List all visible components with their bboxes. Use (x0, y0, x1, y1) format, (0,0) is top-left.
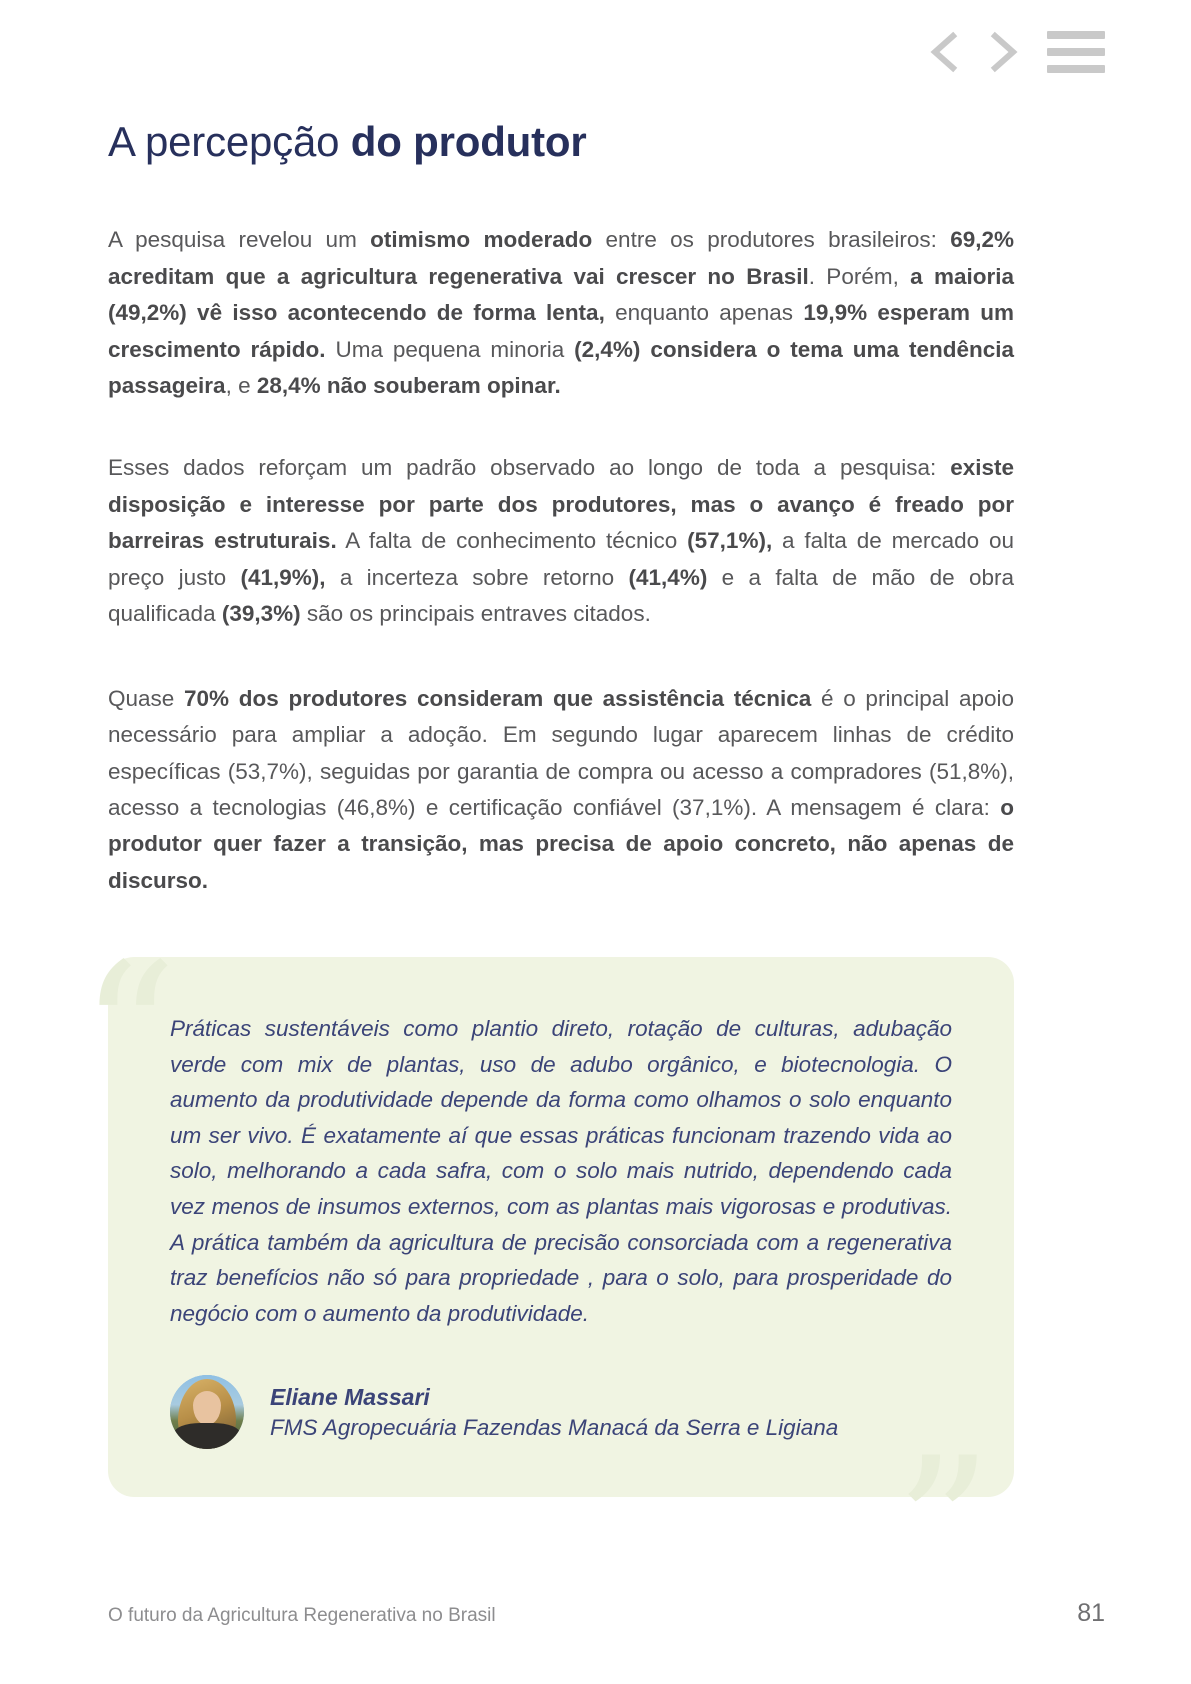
text-run: entre os produtores brasileiros: (592, 227, 951, 253)
text-run-bold: existe disposição e interesse por parte dos produtores, mas o avanço é freado por barreiras estruturais. (108, 455, 1014, 554)
text-run-bold: 69,2% acreditam que a agricultura regenerativa vai crescer no Brasil (108, 227, 1015, 289)
quote-close-icon: ” (894, 1417, 992, 1639)
page-title-lead: A percepção (108, 118, 351, 165)
text-run-bold: (41,9%), (240, 564, 326, 590)
avatar-body (174, 1423, 240, 1449)
testimonial-card (108, 957, 1014, 1497)
testimonial-text: Práticas sustentáveis como plantio direto, rotação de culturas, adubação verde com mix de plantas, uso de adubo orgânico, e biotecnologia. O aumento da produtividade depende da forma como olhamos o solo enquanto um ser vivo. É exatamente aí que essas práticas funcionam trazendo vida ao solo, melhorando a cada safra, com o solo mais nutrido, dependendo cada vez menos de insumos externos, com as plantas mais vigorosas e produtivas. A prática também da agricultura de precisão consorciada com a regenerativa traz benefícios não só para propriedade , para o solo, para prosperidade do negócio com o aumento da produtividade. (170, 1016, 952, 1326)
text-run-bold: 28,4% não souberam opinar. (256, 373, 561, 399)
author-name: Eliane Massari (270, 1383, 430, 1410)
author-role: FMS Agropecuária Fazendas Manacá da Serra e Ligiana (270, 1414, 839, 1440)
text-run: A falta de conhecimento técnico (336, 528, 688, 554)
paragraph-support (108, 681, 1014, 900)
text-run: a incerteza sobre retorno (325, 564, 629, 590)
text-run: . Porém, (808, 263, 911, 289)
text-run-bold: otimismo moderado (370, 227, 593, 253)
page-title (108, 118, 1014, 166)
footer-caption: O futuro da Agricultura Regenerativa no Brasil (108, 1605, 496, 1626)
text-run-bold: (41,4%) (628, 564, 708, 590)
text-run-bold: (57,1%), (687, 528, 773, 554)
hamburger-bar (1047, 48, 1105, 56)
text-run: , e (225, 373, 257, 399)
text-run: e a falta de mão de obra qualificada (108, 564, 1015, 627)
paragraph-barriers (108, 450, 1014, 632)
text-run: é o principal apoio necessário para ampliar a adoção. Em segundo lugar aparecem linhas de crédito específicas (53,7%), seguidas por garantia de compra ou acesso a compradores (51,8%), acesso a tecnologias (46,8%) e certificação confiável (37,1%). A mensagem é clara: (108, 685, 1014, 820)
text-run-bold: a maioria (49,2%) vê isso acontecendo de forma lenta, (108, 263, 1014, 326)
text-run: Esses dados reforçam um padrão observado ao longo de toda a pesquisa: (108, 455, 951, 481)
quote-open-icon: “ (80, 923, 178, 1145)
avatar (170, 1375, 244, 1449)
chevron-right-icon[interactable] (987, 30, 1021, 74)
hamburger-menu-icon[interactable] (1047, 31, 1105, 73)
text-run-bold: 70% dos produtores consideram que assistência técnica (184, 685, 812, 711)
text-run: Quase (108, 685, 185, 711)
paragraph-optimism (108, 222, 1014, 404)
page-number: 81 (1077, 1599, 1105, 1627)
text-run: Uma pequena minoria (325, 336, 575, 362)
text-run: A pesquisa revelou um (108, 227, 371, 253)
text-run: enquanto apenas (604, 300, 804, 326)
text-run-bold: o produtor quer fazer a transição, mas precisa de apoio concreto, não apenas de discurso. (108, 794, 1014, 893)
hamburger-bar (1047, 31, 1105, 39)
text-run-bold: (39,3%) (221, 601, 301, 627)
page-title-emphasis: do produtor (350, 118, 587, 165)
hamburger-bar (1047, 65, 1105, 73)
text-run-bold: (2,4%) considera o tema uma tendência passageira (108, 336, 1014, 399)
attribution-lines (270, 1384, 838, 1441)
text-run: são os principais entraves citados. (300, 601, 651, 627)
text-run-bold: 19,9% esperam um crescimento rápido. (108, 300, 1014, 362)
text-run: a falta de mercado ou preço justo (108, 528, 1014, 590)
chevron-left-icon[interactable] (927, 30, 961, 74)
top-navigation (927, 30, 1105, 74)
testimonial-attribution (170, 1375, 952, 1449)
